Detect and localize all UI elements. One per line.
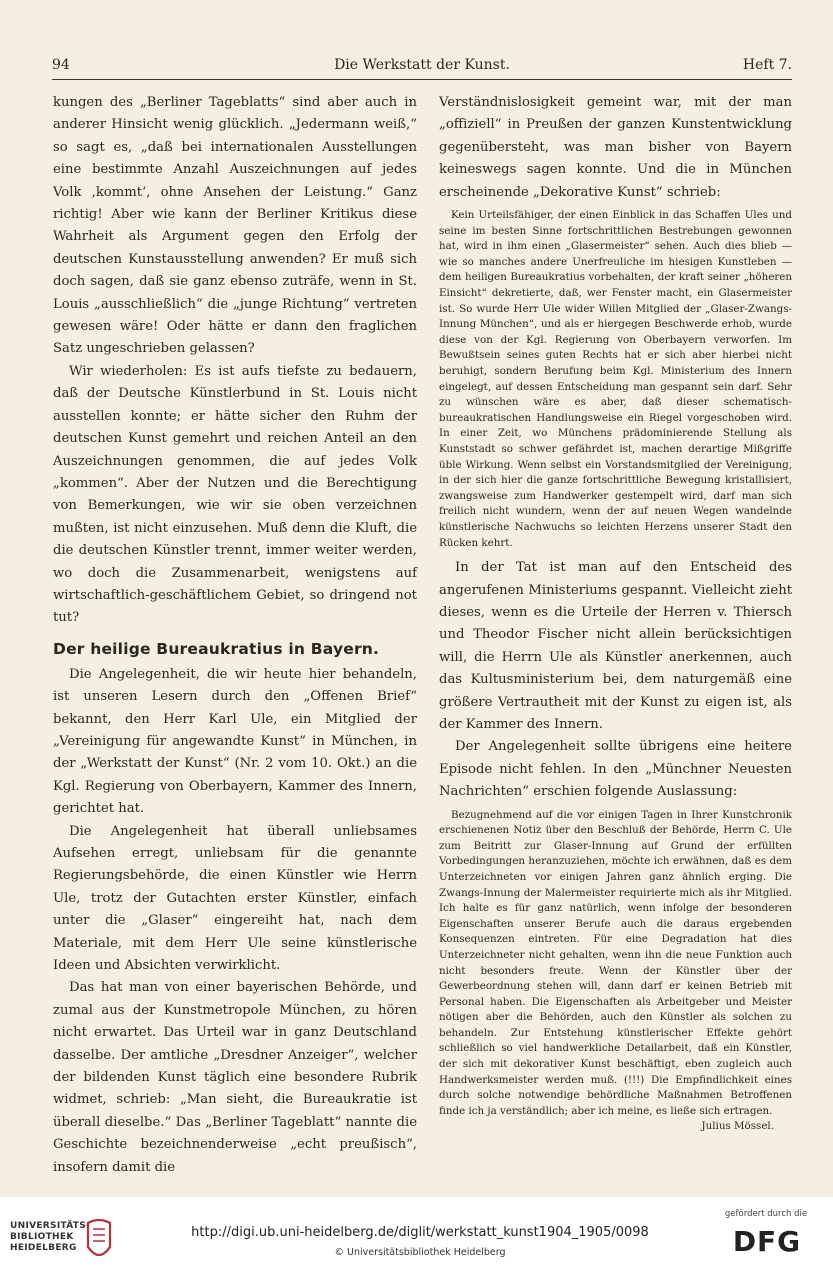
page-number: 94 [52,57,70,73]
block-quote [439,808,792,1135]
copyright: © Universitätsbibliothek Heidelberg [334,1247,506,1258]
library-name: UNIVERSITÄTS- BIBLIOTHEK HEIDELBERG [10,1221,91,1253]
paragraph: Die Angelegenheit, die wir heute hier behandeln, ist unseren Lesern durch den „Offenen Brief“ bekannt, den Herr Karl Ule, ein Mitglied der „Vereinigung für angewandte Kunst“ in München, in der „Werkstatt der Kunst“ (Nr. 2 vom 10. Okt.) an die Kgl. Regierung von Oberbayern, Kammer des Innern, gerichtet hat. [53,666,417,817]
running-header [52,55,792,80]
block-quote [439,208,792,551]
paragraph: Wir wiederholen: Es ist aufs tiefste zu bedauern, daß der Deutsche Künstlerbund in St. Louis nicht ausstellen konnte; er hätte sicher den Ruhm der deutschen Kunst gemehrt und reichen Anteil an den Auszeichnungen genommen, die auf jedes Volk „kommen“. Aber der Nutzen und die Berechtigung von Bemerkungen, wie wir sie oben verzeichnen mußten, ist nicht einzusehen. Muß denn die Kluft, die die deutschen Künstler trennt, immer weiter werden, wo doch die Zusammenarbeit, wenigstens auf wirtschaftlich-geschäftlichem Gebiet, so dringend not tut? [53,363,417,626]
paragraph: kungen des „Berliner Tageblatts“ sind aber auch in anderer Hinsicht wenig glücklich. „Jedermann weiß,“ so sagt es, „daß bei internationalen Ausstellungen eine bestimmte Anzahl Auszeichnungen auf jedes Volk ‚kommt‘, ohne Ansehen der Leistung.“ Ganz richtig! Aber wie kann der Berliner Kritikus diese Wahrheit als Argument gegen den Erfolg der deutschen Kunstausstellung anwenden? Er muß sich doch sagen, daß sie ganz ebenso zuträfe, wenn in St. Louis „ausschließlich“ die „junge Richtung“ vertreten gewesen wäre! Oder hätte er dann den fraglichen Satz ungeschrieben gelassen? [53,95,417,357]
paragraph: Der Angelegenheit sollte übrigens eine heitere Episode nicht fehlen. In den „Münchner Neuesten Nachrichten“ erschien folgende Auslassung: [439,739,792,800]
quote-text: Kein Urteilsfähiger, der einen Einblick in das Schaffen Ules und seine im besten Sinne fortschrittlichen Bestrebungen gewonnen hat, wird in ihm einen „Glasermeister“ sehen. Auch dies blieb — wie so manches andere Unerfreuliche im hiesigen Kunstleben — dem heiligen Bureaukratius vorbehalten, der kraft seiner „höheren Einsicht“ dekretierte, daß, wer Fenster macht, ein Glasermeister ist. So wurde Herr Ule wider Willen Mitglied der „Glaser-Zwangs-Innung München“, und als er hiergegen Beschwerde erhob, wurde diese von der Kgl. Regierung von Oberbayern verworfen. Im Bewußtsein seines guten Rechts hat er sich aber hierbei nicht beruhigt, sondern Berufung beim Kgl. Ministerium des Innern eingelegt, auf dessen Entscheidung man gespannt sein darf. Sehr zu wünschen wäre es aber, daß dieser schematisch-bureaukratischen Handlungsweise ein Riegel vorgeschoben wird. In einer Zeit, wo Münchens prädominierende Stellung als Kunststadt so schwer gefährdet ist, machen derartige Mißgriffe üble Wirkung. Wenn selbst ein Vorstandsmitglied der Vereinigung, in der sich hier die ganze fortschrittliche Bewegung kristallisiert, zwangsweise zum Handwerker gestempelt wird, darf man sich freilich nicht wundern, wenn der auf neuen Wegen wandelnde künstlerische Nachwuchs so leichten Herzens unserer Stadt den Rücken kehrt. [439,209,792,549]
permalink[interactable]: http://digi.ub.uni-heidelberg.de/diglit/werkstatt_kunst1904_1905/0098 [191,1225,649,1240]
issue-number: Heft 7. [742,57,792,73]
paragraph: Verständnislosigkeit gemeint war, mit der man „offiziell“ in Preußen der ganzen Kunstentwicklung gegenübersteht, was man bisher von Bayern keineswegs sagen konnte. Und die in München erscheinende „Dekorative Kunst“ schrieb: [439,95,792,200]
quote-text: Bezugnehmend auf die vor einigen Tagen in Ihrer Kunstchronik erschienenen Notiz über den Beschluß der Behörde, Herrn C. Ule zum Beitritt zur Glaser-Innung auf Grund der erfüllten Vorbedingungen heranzuziehen, möchte ich erwähnen, daß es dem Unterzeichneten vor einigen Jahren ganz ähnlich erging. Die Zwangs-Innung der Malermeister requirierte mich als ihr Mitglied. Ich halte es für ganz natürlich, wenn infolge der besonderen Eigenschaften unserer Berufe auch die daraus ergebenden Konsequenzen eintreten. Für eine Degradation hat dies Unterzeichneter nicht gehalten, wenn ihn die neue Funktion auch nicht besonders freute. Wenn der Künstler über der Gewerbeordnung stehen will, dann darf er keinen Betrieb mit Personal haben. Die Eigenschaften als Arbeitgeber und Meister nötigen aber die Behörden, auch den Künstler als solchen zu behandeln. Zur Entstehung künstlerischer Effekte gehört schließlich so viel handwerkliche Detailarbeit, daß ein Künstler, der sich mit dekorativer Kunst beschäftigt, eben zugleich auch Handwerksmeister werden muß. (!!!) Die Empfindlichkeit eines durch solche notwendige behördliche Maßnahmen Betroffenen finde ich ja verständlich; aber ich meine, es ließe sich ertragen. [439,808,792,1117]
library-logo[interactable] [10,1221,150,1263]
paragraph: In der Tat ist man auf den Entscheid des angerufenen Ministeriums gespannt. Vielleicht zieht dieses, wenn es die Urteile der Herren v. Thiersch und Theodor Fischer nicht allein berücksichtigen will, die Herrn Ule als Künstler anerkennen, auch das Kultusministerium bei, dem naturgemäß eine größere Vertrautheit mit der Kunst zu eigen ist, als der Kammer des Innern. [439,560,792,732]
section-title: Der heilige Bureaukratius in Bayern. [53,639,380,658]
library-footer [0,1197,833,1271]
signature: Julius Mössel. [701,1120,774,1133]
funding-note: gefördert durch die [724,1209,808,1219]
journal-title: Die Werkstatt der Kunst. [334,57,510,73]
left-column [53,92,417,1179]
library-emblem-icon [84,1219,114,1263]
paragraph: Das hat man von einer bayerischen Behörde, und zumal aus der Kunstmetropole München, zu hören nicht erwartet. Das Urteil war in ganz Deutschland dasselbe. Der amtliche „Dresdner Anzeiger“, welcher der bildenden Kunst täglich eine besondere Rubrik widmet, schrieb: „Man sieht, die Bureaukratie ist überall dieselbe.“ Das „Berliner Tageblatt“ nannte die Geschichte bezeichnenderweise „echt preußisch“, insofern damit die [53,980,417,1175]
paragraph: Die Angelegenheit hat überall unliebsames Aufsehen erregt, unliebsam für die genannte Regierungsbehörde, die einen Künstler wie Herrn Ule, trotz der Gutachten erster Künstler, einfach unter die „Glaser“ eingereiht hat, nach dem Materiale, mit dem Herr Ule seine künstlerische Ideen und Absichten verwirklicht. [53,823,417,974]
right-column [439,92,792,1141]
dfg-logo[interactable]: DFG [732,1225,802,1258]
